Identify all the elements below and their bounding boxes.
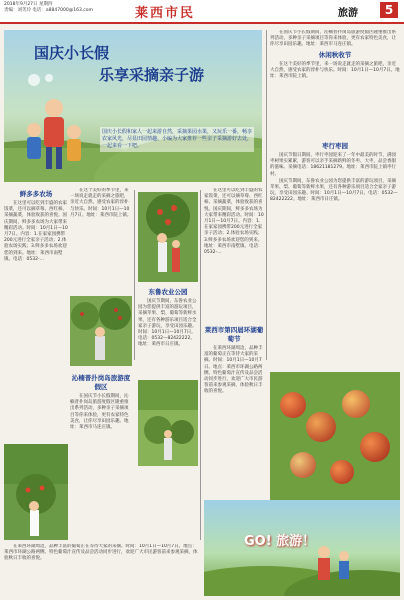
article-body-cont: 国庆节期间，东鲁农业公园为您提供丰富的游玩项目，采摘苹果、梨、葡萄等新鲜水果，还有各种游乐项目适合全家亲子游玩，享受田园乐趣。时间：10月1日—10月7日。电话：0532—82422222。地址：莱西市日庄镇。 [270, 178, 398, 203]
header-meta [4, 2, 93, 14]
article-heading: 鲜多多农场 [19, 190, 53, 198]
column-rule [266, 30, 267, 360]
resort-scene [4, 444, 68, 540]
jujube-fruit [360, 432, 390, 462]
masthead: 莱西市民 [135, 6, 196, 21]
date-line: 2018年9月27日 星期四 [4, 2, 53, 7]
article-body: 在国庆节小长假期间，沁楠普扑岗岛旅游度假区隆重推出系列活动，多种亲子采摘项目等你来体验，更有农家特色美食，让你尽享田园乐趣。地址：莱西市马连庄镇。 [270, 30, 396, 48]
resort-photo [4, 444, 68, 540]
column-rule [134, 190, 135, 360]
banner-title-1: 国庆小长假 [34, 44, 110, 62]
article-body: 国庆节期间，东鲁农业公园为您提供丰富的游玩项目，采摘苹果、梨、葡萄等新鲜水果，还有各种游乐项目适合全家亲子游玩，享受田园乐趣。时间：10月1日—10月7日。电话：0532—82422222。地址：莱西市日庄镇。 [138, 299, 197, 348]
article-jujube [270, 140, 400, 372]
jujube-fruit [330, 460, 354, 484]
orchard-photo-1 [70, 296, 132, 366]
article-body: 在这里可以吃到丰盛的农家饭菜，还可以摘草莓、西红柿、采摘蔬菜，体验收获的喜悦。国庆期间，鲜多多农场为大家带来精彩活动。时间：10月1日—10月7日。内容：1.在家家园携带200元进行全家亲子活动；2.体验农场实践；3.鲜多多农场欢迎您的到来。地址：莱西市南墅镇。电话：0532-… [204, 188, 264, 256]
jujube-fruit [290, 452, 316, 478]
editor-line: 责编：刘芙玲 电话：a8847000@163.com [4, 8, 93, 13]
article-heading: 休闲秋收节 [318, 50, 352, 59]
banner [4, 30, 262, 182]
harvest-photo [138, 192, 198, 282]
article-body: 国庆节假日期间，枣行枣园迎来了一年中最美的时节，满园枣树果实累累，游客可以亲手采摘新鲜的冬枣、大枣，品尝香甜的滋味。采摘电话：18621181279。地址：莱西市院上镇枣行村。 [270, 153, 396, 177]
banner-lead: 国庆小长假和家人一起来游自然，采摘果园水果，又玩乐一番，畅享农家风光，尽显田园情趣。小编为大家推荐一些亲子采摘游好去处，一起来看一下吧。 [100, 127, 254, 152]
article-body: 在这里可以吃到丰盛的农家饭菜，还可以摘草莓、西红柿、采摘蔬菜，体验收获的喜悦。国庆期间，鲜多多农场为大家带来精彩活动。时间：10月1日—10月7日。内容：1.在家家园携带200元进行全家亲子活动；2.体验农场实践；3.鲜多多农场欢迎您的到来。地址：莱西市南墅镇。电话：0532-… [4, 201, 68, 262]
vineyard-scene [138, 380, 198, 466]
column-rule [200, 190, 201, 540]
page-header [0, 0, 404, 24]
article-heading: 枣行枣园 [322, 142, 348, 150]
article-column-2 [70, 188, 132, 294]
article-body-cont: 在这个美好的季节里，来一场说走就走的采摘之旅吧，亲近大自然，感受农家的淳朴与快乐。时间：10月1日—10月7日。地址：莱西市院上镇。 [70, 188, 132, 218]
jujube-fruit [306, 412, 336, 442]
article-heading: 沁楠普扑岗岛旅游度假区 [71, 374, 131, 391]
article-heading: 莱西市第四届环湖葡萄节 [204, 326, 264, 343]
article-heading: 东鲁农业公园 [148, 288, 188, 296]
orchard-scene [70, 296, 132, 366]
go-travel-caption: GO! 旅游！ [244, 534, 316, 549]
article-harvest [270, 30, 400, 136]
article-farm [4, 188, 68, 438]
article-footer-text [4, 544, 200, 596]
go-travel-photo [204, 500, 400, 596]
article-body: 在国庆节小长假期间，沁楠普扑岗岛旅游度假区隆重推出系列活动，多种亲子采摘项目等你来体验，更有农家特色美食，让你尽享田园乐趣。地址：莱西市马连庄镇。 [70, 394, 129, 431]
jujube-fruit [342, 390, 370, 418]
article-column-4 [204, 188, 264, 318]
jujube-photo [270, 372, 400, 500]
harvest-scene [138, 192, 198, 282]
article-resort [70, 372, 132, 538]
banner-title-2: 乐享采摘亲子游 [99, 66, 205, 84]
jujube-fruit [280, 392, 306, 418]
article-body: 在这个美好的季节里，来一场说走就走的采摘之旅吧，亲近大自然，感受农家的淳朴与快乐。时间：10月1日—10月7日。地址：莱西市院上镇。 [270, 61, 400, 80]
family-illustration [14, 90, 94, 174]
page-number: 5 [380, 2, 398, 18]
article-body: 在莱西环湖周边，品种丰富的葡萄正在等待大家的采摘。时间：10月1日—10月7日。地点：莱西市环湖公路两侧。特色葡萄汁宣传及品尝活动同步进行，欢迎广大市民游客前来参观采摘，体验秋日丰收的喜悦。 [204, 346, 263, 395]
article-body: 在莱西环湖周边，品种丰富的葡萄正在等待大家的采摘。时间：10月1日—10月7日。地点：莱西市环湖公路两侧。特色葡萄汁宣传及品尝活动同步进行，欢迎广大市民游客前来参观采摘，体验秋日丰收的喜悦。 [4, 544, 198, 562]
grape-photo [138, 380, 198, 466]
section-title: 旅游 [338, 8, 358, 19]
